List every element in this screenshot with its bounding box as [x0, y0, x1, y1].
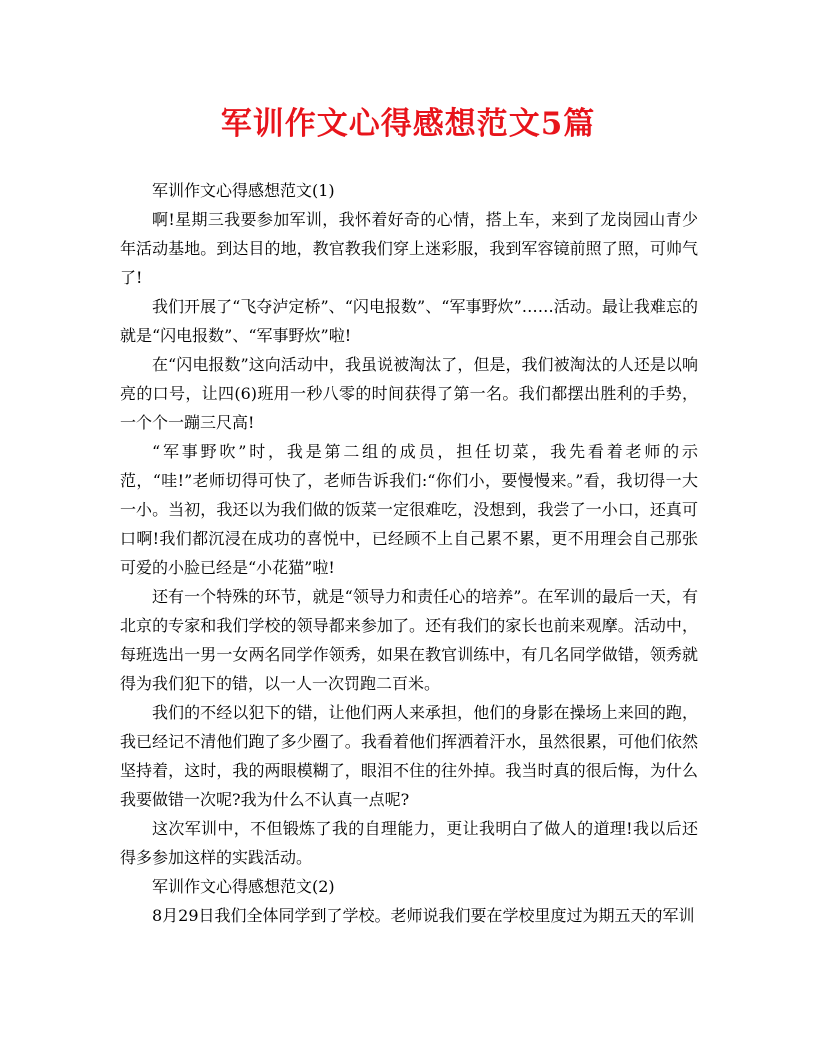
section-heading-1: 军训作文心得感想范文(1)	[152, 181, 335, 200]
paragraph-penalty-run: 我们的不经以犯下的错，让他们两人来承担，他们的身影在操场上来回的跑，我已经记不清他们跑了多少圈了。我看着他们挥洒着汗水，虽然很累，可他们依然坚持着，这时，我的两眼模糊了，眼泪不住的往外掉。我当时真的很后悔，为什么我要做错一次呢?我为什么不认真一点呢?	[120, 703, 698, 809]
paragraph-count-off: 在“闪电报数”这向活动中，我虽说被淘汰了，但是，我们被淘汰的人还是以响亮的口号，让四(6)班用一秒八零的时间获得了第一名。我们都摆出胜利的手势，一个个一蹦三尺高!	[120, 355, 698, 432]
paragraph-activities: 我们开展了“飞夺泸定桥”、“闪电报数”、“军事野炊”……活动。最让我难忘的就是“闪电报数”、“军事野炊”啦!	[120, 297, 698, 345]
document-title: 军训作文心得感想范文5篇	[220, 106, 596, 142]
document-body	[120, 176, 698, 930]
paragraph-school-arrival: 8月29日我们全体同学到了学校。老师说我们要在学校里度过为期五天的军训	[152, 906, 695, 925]
paragraph-leadership: 还有一个特殊的环节，就是“领导力和责任心的培养”。在军训的最后一天，有北京的专家和我们学校的领导都来参加了。还有我们的家长也前来观摩。活动中，每班选出一男一女两名同学作领秀，如果在教官训练中，有几名同学做错，领秀就得为我们犯下的错，以一人一次罚跑二百米。	[120, 587, 698, 693]
section-heading-2: 军训作文心得感想范文(2)	[152, 877, 335, 896]
paragraph-field-cooking: “军事野吹”时，我是第二组的成员，担任切菜，我先看着老师的示范，“哇!”老师切得可快了，老师告诉我们:“你们小，要慢慢来。”看，我切得一大一小。当初，我还以为我们做的饭菜一定很难吃，没想到，我尝了一小口，还真可口啊!我们都沉浸在成功的喜悦中，已经顾不上自己累不累，更不用理会自己那张可爱的小脸已经是“小花猫”啦!	[120, 442, 698, 577]
paragraph-conclusion: 这次军训中，不但锻炼了我的自理能力，更让我明白了做人的道理!我以后还得多参加这样的实践活动。	[120, 819, 698, 867]
paragraph-arrival: 啊!星期三我要参加军训，我怀着好奇的心情，搭上车，来到了龙岗园山青少年活动基地。到达目的地，教官教我们穿上迷彩服，我到军容镜前照了照，可帅气了!	[120, 210, 698, 287]
